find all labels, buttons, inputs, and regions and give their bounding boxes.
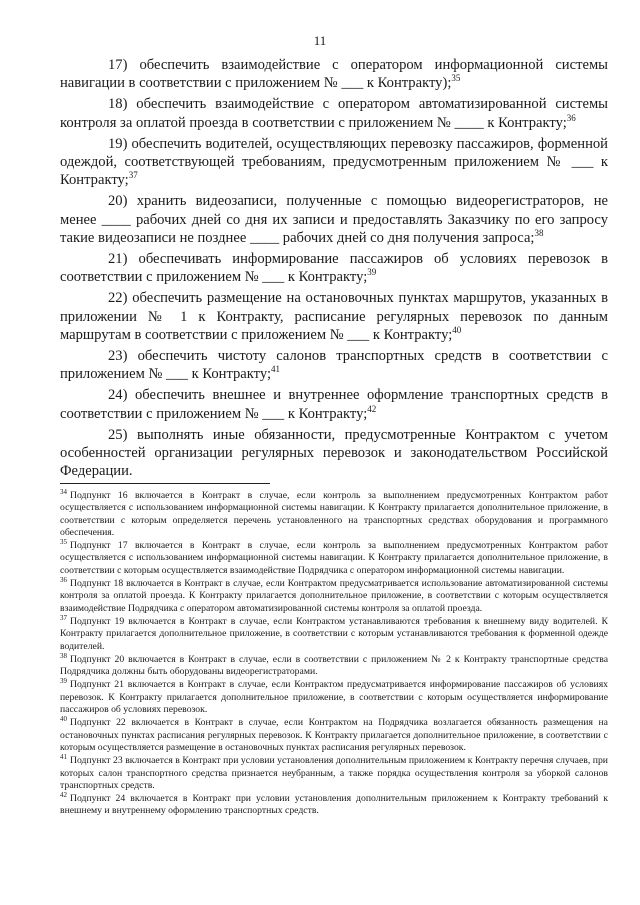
item-number: 25) — [108, 426, 128, 443]
item-text: обеспечить взаимодействие с оператором информационной системы навигации в соответствии с приложением № ___ к Контракту); — [60, 57, 608, 92]
list-item — [60, 135, 608, 190]
footnote-number: 41 — [60, 753, 67, 762]
footnote-number: 36 — [60, 576, 67, 585]
item-number: 18) — [108, 96, 128, 113]
footnote-text: Подпункт 16 включается в Контракт в случае, если контроль за выполнением предусмотренных Контрактом работ осуществляется с использованием информационной системы навигации. К Контракту прилагается дополнительное приложение, в соответствии с которым определяется перечень установленного на транспортных средствах оборудования и программного обеспечения. — [60, 490, 608, 538]
footnote-text: Подпункт 23 включается в Контракт при условии установления дополнительным приложением к Контракту перечня случаев, при которых салон транспортного средства признается неубранным, а также порядка осуществления контроля за уборкой салонов транспортных средств. — [60, 755, 608, 791]
footnote-number: 34 — [60, 488, 67, 496]
footnote-text: Подпункт 17 включается в Контракт в случае, если контроль за выполнением предусмотренных Контрактом работ осуществляется с использованием информационной системы навигации. К Контракту прилагается дополнительное приложение, в соответствии с которым осуществляется взаимодействие Подрядчика с оператором информационной системы навигации. — [60, 540, 608, 576]
item-text: выполнять иные обязанности, предусмотренные Контрактом с учетом особенностей организации регулярных перевозок и законодательством Российской Федерации. — [60, 426, 609, 480]
footnote-divider — [60, 483, 270, 484]
footnote-ref[interactable]: 37 — [128, 170, 138, 181]
footnote-text: Подпункт 18 включается в Контракт в случае, если Контрактом предусматривается использование автоматизированной системы контроля за оплатой проезда. К Контракту прилагается дополнительное приложение, в соответствии с которым осуществляется взаимодействие Подрядчика с оператором автоматизированной системы контроля за оплатой проезда. — [60, 578, 608, 614]
footnote-number: 42 — [60, 791, 67, 800]
footnote-ref[interactable]: 42 — [367, 403, 377, 414]
footnote-text: Подпункт 22 включается в Контракт в случае, если Контрактом на Подрядчика возлагается обязанность размещения на остановочных пунктах расписания регулярных перевозок. К Контракту прилагается дополнительное приложение, в соответствии с которым осуществляется размещение в остановочных пунктах расписания регулярных перевозок. — [60, 717, 608, 753]
list-item — [60, 192, 608, 247]
item-text: обеспечивать информирование пассажиров об условиях перевозок в соответствии с приложением № ___ к Контракту; — [60, 251, 609, 286]
footnote — [60, 717, 608, 754]
footnote-text: Подпункт 20 включается в Контракт в случае, если в соответствии с приложением № 2 к Контракту транспортные средства Подрядчика должны быть оборудованы видеорегистраторами. — [60, 653, 608, 678]
footnote — [60, 793, 608, 818]
footnote-ref[interactable]: 41 — [271, 364, 281, 375]
page-number: 11 — [313, 33, 327, 48]
footnote — [60, 613, 608, 653]
list-item — [60, 250, 608, 286]
item-number: 21) — [108, 251, 128, 268]
footnote-number: 38 — [60, 651, 67, 660]
footnote-number: 39 — [60, 677, 67, 686]
item-text: обеспечить чистоту салонов транспортных средств в соответствии с приложением № ___ к Контракту; — [60, 348, 608, 383]
item-text: хранить видеозаписи, полученные с помощью видеорегистраторов, не менее ____ рабочих дней со дня их записи и предоставлять Заказчику по его запросу такие видеозаписи не позднее ____ рабочих дней со дня получения запроса; — [60, 193, 608, 246]
item-number: 20) — [108, 193, 128, 210]
footnote — [60, 540, 608, 577]
footnote — [60, 578, 608, 615]
footnote-text: Подпункт 24 включается в Контракт при условии установления дополнительным приложением к Контракту требований к внешнему и внутреннему оформлению транспортных средств. — [60, 793, 608, 817]
list-item — [60, 95, 608, 131]
footnote-number: 40 — [60, 715, 67, 724]
footnote-text: Подпункт 21 включается в Контракт в случае, если Контрактом предусматривается информирование пассажиров об условиях перевозок. К Контракту прилагается дополнительное приложение, в соответствии с которым осуществляется информирование пассажиров об условиях перевозок. — [60, 679, 608, 716]
footnotes — [60, 490, 608, 819]
item-text: обеспечить взаимодействие с оператором автоматизированной системы контроля за оплатой проезда в соответствии с приложением № ____ к Контракту; — [60, 96, 608, 131]
item-number: 24) — [108, 387, 128, 404]
footnote-ref[interactable]: 38 — [534, 227, 544, 238]
footnote-text: Подпункт 19 включается в Контракт в случае, если Контрактом устанавливаются требования к внешнему виду водителей. К Контракту прилагается дополнительное приложение, в соответствии с которым устанавливаются требования к форменной одежде водителей. — [60, 615, 608, 652]
list-item — [60, 426, 608, 481]
list-item — [60, 347, 608, 383]
footnote — [60, 679, 608, 716]
list-item — [60, 289, 608, 344]
footnote — [60, 651, 608, 679]
footnote-number: 37 — [60, 613, 67, 622]
list-item — [60, 386, 608, 422]
item-text: обеспечить размещение на остановочных пунктах маршрутов, указанных в приложении № 1 к Контракту, расписание регулярных перевозок по данным маршрутам в соответствии с приложением № ___ к Контракту; — [60, 290, 608, 343]
footnote-ref[interactable]: 39 — [367, 267, 377, 278]
item-number: 23) — [108, 348, 128, 365]
footnote-ref[interactable]: 36 — [566, 112, 576, 123]
item-number: 19) — [108, 135, 128, 152]
footnote — [60, 490, 608, 539]
item-text: обеспечить внешнее и внутреннее оформление транспортных средств в соответствии с приложением № ___ к Контракту; — [60, 387, 608, 422]
footnote-number: 35 — [60, 538, 67, 547]
footnote-ref[interactable]: 35 — [451, 73, 461, 84]
list-item — [60, 56, 608, 92]
item-number: 17) — [108, 57, 128, 73]
item-text: обеспечить водителей, осуществляющих перевозку пассажиров, форменной одеждой, соответствующей требованиям, предусмотренным приложением № ___ к Контракту; — [60, 135, 608, 189]
footnote — [60, 755, 608, 792]
item-number: 22) — [108, 290, 128, 307]
obligations-list — [60, 56, 608, 483]
footnote-ref[interactable]: 40 — [452, 324, 462, 335]
